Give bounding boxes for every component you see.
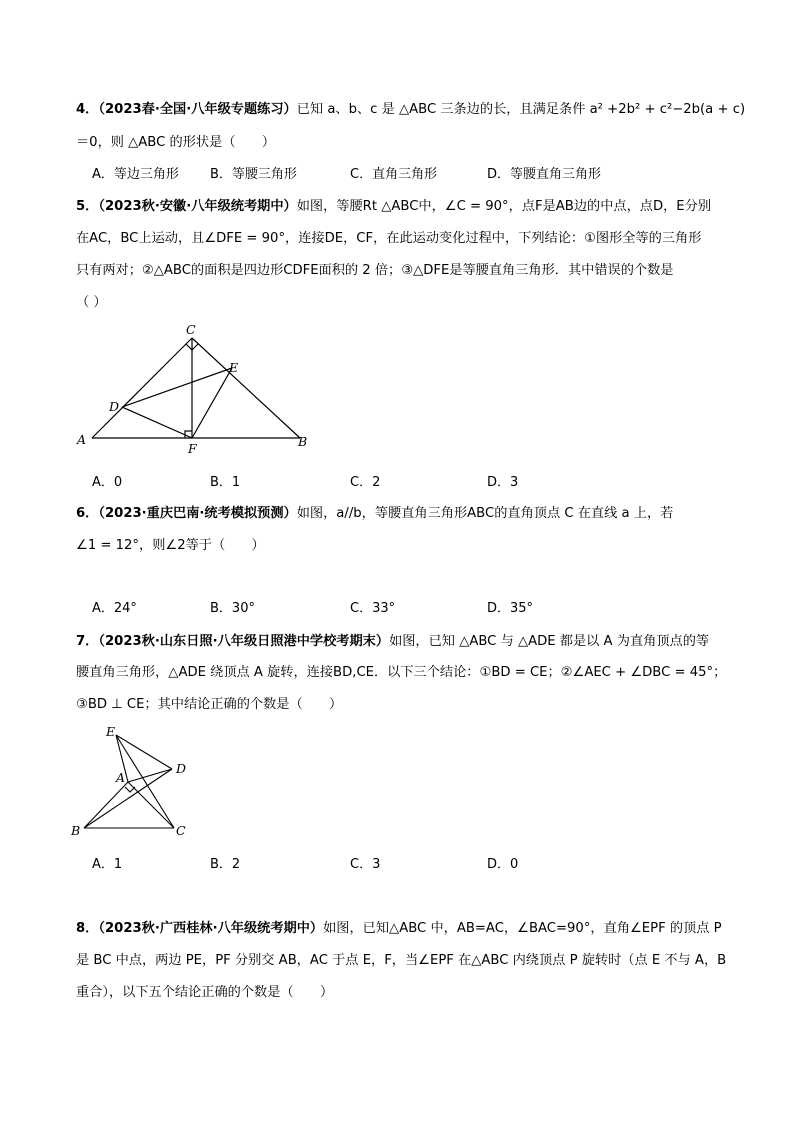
q7-figure: [68, 722, 208, 844]
q5-label-a: A: [77, 432, 87, 447]
q5-segment-df: [122, 407, 192, 438]
q7-label-d: D: [176, 761, 187, 776]
q8-source: （2023秋·广西桂林·八年级统考期中）: [98, 921, 324, 936]
q4-option-b: B．等腰三角形: [210, 167, 297, 182]
q7-label-a: A: [116, 770, 126, 785]
q7-segment-ad: [128, 769, 172, 782]
q5-segment-fe: [192, 368, 232, 438]
q7-text-2: 腰直角三角形，△ADE 绕顶点 A 旋转，连接BD,CE．以下三个结论：①BD = CE；②∠AEC + ∠DBC = 45°；: [76, 665, 727, 680]
q5-option-a: A．0: [92, 475, 123, 490]
q7-option-c: C．3: [350, 857, 381, 872]
q4-option-a: A．等边三角形: [92, 167, 179, 182]
q6-line1: [76, 505, 673, 523]
q5-text-1: 如图，等腰Rt △ABC中，∠C = 90°，点F是AB边的中点，点D，E分别: [296, 199, 712, 214]
q5-segment-de: [122, 368, 232, 407]
q5-option-d: D．3: [487, 475, 519, 490]
q8-number: 8．: [76, 921, 99, 936]
q5-label-d: D: [109, 399, 120, 414]
q5-number: 5．: [76, 199, 99, 214]
q5-label-c: C: [186, 322, 196, 337]
q5-text-4: （ ）: [76, 295, 107, 310]
q7-label-b: B: [71, 823, 81, 838]
q7-text-3: ③BD ⊥ CE；其中结论正确的个数是（ ）: [76, 697, 343, 712]
q7-option-d: D．0: [487, 857, 519, 872]
q6-number: 6．: [76, 506, 99, 521]
q5-text-2: 在AC，BC上运动，且∠DFE = 90°，连接DE，CF，在此运动变化过程中，下列结论：①图形全等的三角形: [76, 231, 702, 246]
q7-segment-bd: [84, 769, 172, 828]
q4-text-1: 已知 a、b、c 是 △ABC 三条边的长，且满足条件 a² +2b² + c²−2b(a + c): [296, 102, 746, 117]
q7-segment-ab: [84, 782, 128, 828]
q7-line1: [76, 633, 709, 651]
q5-segment-cb: [192, 338, 300, 438]
q7-label-e: E: [106, 724, 116, 739]
q6-option-b: B．30°: [210, 601, 255, 616]
q6-text-2: ∠1 = 12°，则∠2等于（ ）: [76, 538, 265, 553]
q7-label-c: C: [176, 823, 186, 838]
q7-option-a: A．1: [92, 857, 123, 872]
q6-option-d: D．35°: [487, 601, 534, 616]
q7-source: （2023秋·山东日照·八年级日照港中学校考期末）: [98, 634, 390, 649]
q5-source: （2023秋·安徽·八年级统考期中）: [98, 199, 297, 214]
q5-text-3: 只有两对；②△ABC的面积是四边形CDFE面积的 2 倍；③△DFE是等腰直角三角形．其中错误的个数是: [76, 263, 674, 278]
q8-text-2: 是 BC 中点，两边 PE，PF 分别交 AB，AC 于点 E，F，当∠EPF 在△ABC 内绕顶点 P 旋转时（点 E 不与 A，B: [76, 953, 727, 968]
q5-label-e: E: [229, 360, 239, 375]
q5-option-c: C．2: [350, 475, 381, 490]
q7-number: 7．: [76, 634, 99, 649]
q5-figure: [74, 318, 314, 458]
q6-option-c: C．33°: [350, 601, 396, 616]
q7-option-b: B．2: [210, 857, 241, 872]
q7-segment-ac: [128, 782, 174, 828]
q5-label-f: F: [188, 441, 197, 456]
q4-source: （2023春·全国·八年级专题练习）: [98, 102, 297, 117]
q4-number: 4．: [76, 102, 99, 117]
q6-option-a: A．24°: [92, 601, 137, 616]
q8-text-3: 重合），以下五个结论正确的个数是（ ）: [76, 985, 334, 1000]
q7-segment-ed: [116, 735, 172, 769]
q4-option-d: D．等腰直角三角形: [487, 167, 602, 182]
q4-line1: [76, 101, 745, 119]
q5-line1: [76, 198, 711, 216]
q4-text-2: ＝0，则 △ABC 的形状是（ ）: [76, 135, 276, 150]
q7-text-1: 如图，已知 △ABC 与 △ADE 都是以 A 为直角顶点的等: [389, 634, 710, 649]
q7-right-angle-a: [125, 787, 135, 792]
q8-text-1: 如图，已知△ABC 中，AB=AC，∠BAC=90°，直角∠EPF 的顶点 P: [323, 921, 722, 936]
q4-option-c: C．直角三角形: [350, 167, 438, 182]
q6-source: （2023·重庆巴南·统考模拟预测）: [98, 506, 297, 521]
q5-label-b: B: [298, 434, 308, 449]
q5-option-b: B．1: [210, 475, 241, 490]
q6-text-1: 如图，a//b，等腰直角三角形ABC的直角顶点 C 在直线 a 上，若: [296, 506, 674, 521]
q8-line1: [76, 920, 722, 938]
